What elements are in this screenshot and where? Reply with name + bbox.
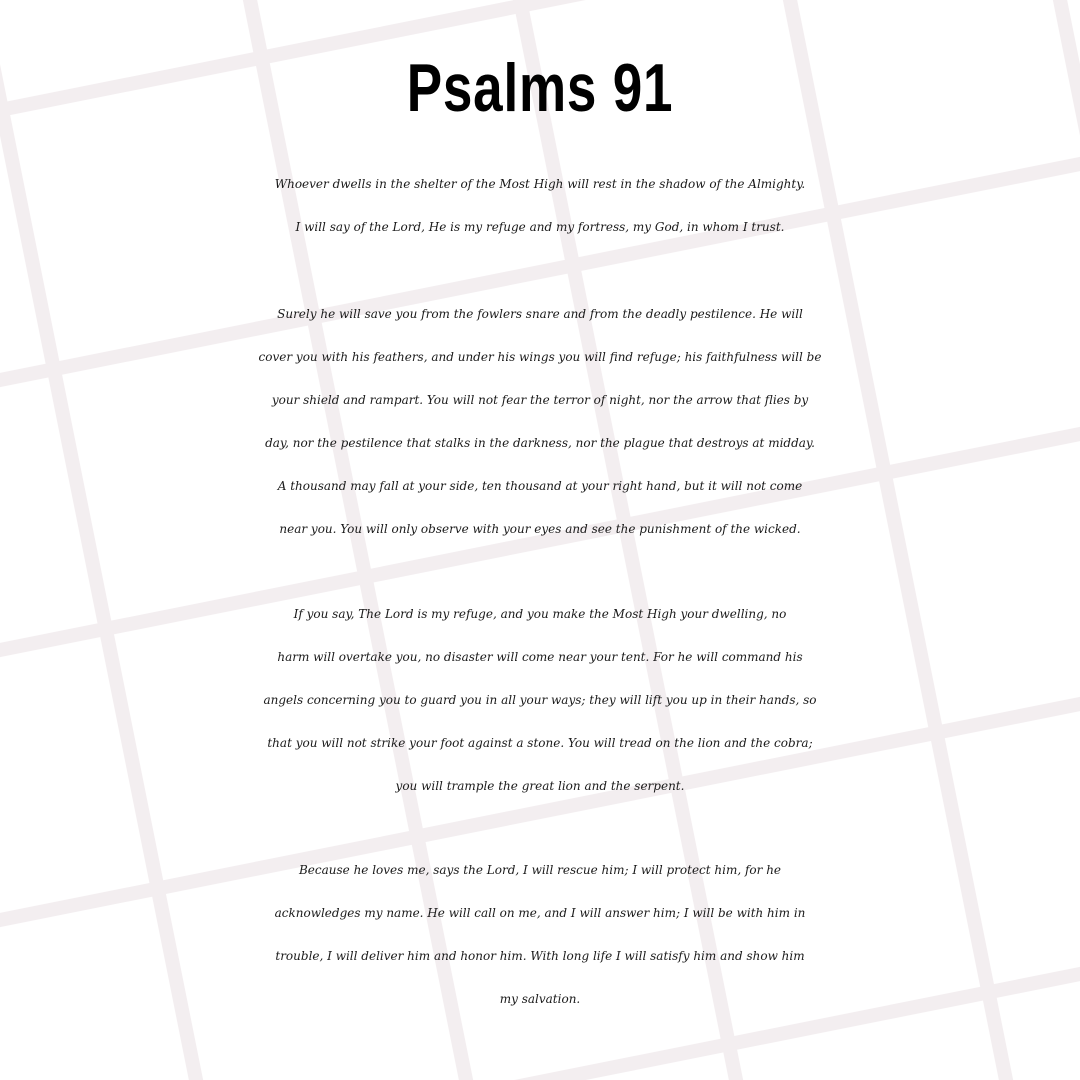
paragraph-3	[0, 593, 1080, 808]
paragraph-line: my salvation.	[499, 992, 581, 1006]
paragraph-line: day, nor the pestilence that stalks in the darkness, nor the plague that destroys at midday.	[265, 436, 815, 450]
paragraph-line: you will trample the great lion and the serpent.	[395, 779, 685, 793]
paragraph-line: Surely he will save you from the fowlers snare and from the deadly pestilence. He will	[277, 307, 803, 321]
paragraph-line: harm will overtake you, no disaster will come near your tent. For he will command his	[277, 650, 803, 664]
page-title: Psalms 91	[406, 50, 674, 126]
paragraph-line: angels concerning you to guard you in all your ways; they will lift you up in their hands, so	[263, 693, 817, 707]
paragraph-line: trouble, I will deliver him and honor him. With long life I will satisfy him and show him	[275, 949, 805, 963]
paragraph-line: near you. You will only observe with your eyes and see the punishment of the wicked.	[279, 522, 801, 536]
paragraph-line: If you say, The Lord is my refuge, and you make the Most High your dwelling, no	[293, 607, 787, 621]
paragraph-line: Whoever dwells in the shelter of the Most High will rest in the shadow of the Almighty.	[274, 177, 806, 191]
paragraph-1	[0, 163, 1080, 249]
paragraph-line: cover you with his feathers, and under his wings you will find refuge; his faithfulness will be	[258, 350, 822, 364]
paragraph-line: your shield and rampart. You will not fear the terror of night, nor the arrow that flies by	[271, 393, 809, 407]
paragraph-line: I will say of the Lord, He is my refuge and my fortress, my God, in whom I trust.	[295, 220, 785, 234]
paragraph-line: A thousand may fall at your side, ten thousand at your right hand, but it will not come	[277, 479, 803, 493]
paragraph-4	[0, 849, 1080, 1021]
paragraph-2	[0, 293, 1080, 551]
paragraph-line: Because he loves me, says the Lord, I will rescue him; I will protect him, for he	[298, 863, 782, 877]
paragraph-line: acknowledges my name. He will call on me, and I will answer him; I will be with him in	[274, 906, 806, 920]
paragraph-line: that you will not strike your foot against a stone. You will tread on the lion and the cobra;	[267, 736, 813, 750]
